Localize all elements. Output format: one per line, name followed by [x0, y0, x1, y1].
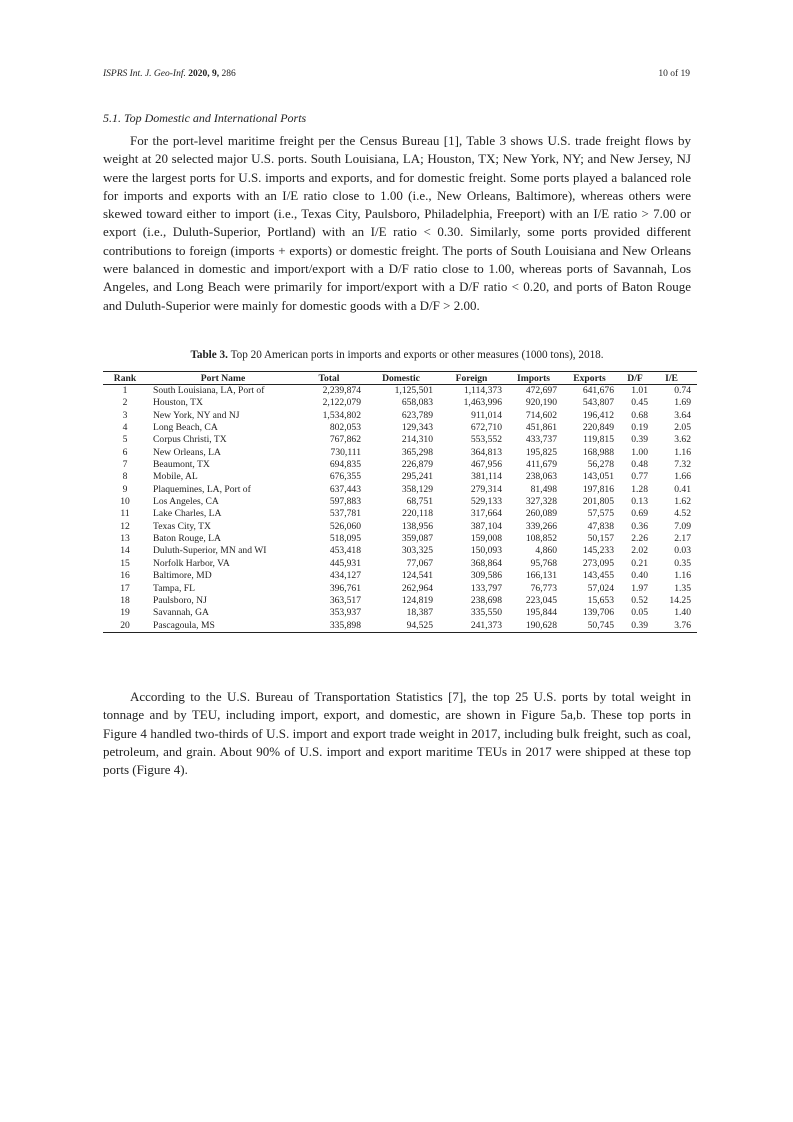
cell-rank: 12: [120, 520, 130, 532]
journal-citation: [103, 69, 236, 79]
table-row: [103, 422, 697, 434]
cell-df: 1.97: [631, 582, 648, 594]
cell-rank: 14: [120, 545, 130, 557]
cell-ie: 2.17: [674, 533, 691, 545]
cell-imports: 411,679: [526, 459, 557, 471]
cell-df: 0.13: [631, 496, 648, 508]
cell-rank: 11: [120, 508, 130, 520]
cell-exports: 196,412: [582, 409, 614, 421]
cell-ie: 1.35: [674, 582, 691, 594]
cell-foreign: 467,956: [470, 459, 502, 471]
cell-exports: 57,575: [587, 508, 614, 520]
page-number: 10 of 19: [658, 69, 690, 79]
cell-domestic: 124,819: [401, 594, 433, 606]
cell-foreign: 150,093: [470, 545, 502, 557]
cell-port-name: South Louisiana, LA, Port of: [153, 385, 265, 396]
body-paragraph-2: According to the U.S. Bureau of Transportation Statistics [7], the top 25 U.S. ports by total weight in tonnage and by TEU, including import, export, and domestic, are shown in Figure 5a,b. These top ports in Figure 4 handled two-thirds of U.S. import and export trade weight in 2017, including bulk freight, such as coal, petroleum, and grain. About 90% of U.S. import and export maritime TEUs in 2017 were shipped at these top ports (Figure 4).: [103, 689, 691, 778]
cell-exports: 119,815: [583, 434, 614, 446]
cell-exports: 201,805: [582, 496, 614, 508]
header-domestic: Domestic: [365, 372, 437, 385]
cell-total: 730,111: [330, 446, 361, 458]
cell-exports: 15,653: [587, 594, 614, 606]
cell-imports: 451,861: [525, 422, 557, 434]
header-ie: I/E: [652, 372, 697, 385]
cell-domestic: 226,879: [401, 459, 433, 471]
cell-domestic: 1,125,501: [394, 385, 433, 396]
cell-domestic: 623,789: [401, 409, 433, 421]
cell-ie: 1.66: [674, 471, 691, 483]
cell-total: 353,937: [329, 607, 361, 619]
table-row: [103, 447, 697, 459]
cell-imports: 195,844: [525, 607, 557, 619]
cell-imports: 238,063: [525, 471, 557, 483]
cell-rank: 13: [120, 533, 130, 545]
cell-domestic: 220,118: [402, 508, 433, 520]
cell-port-name: Corpus Christi, TX: [153, 434, 227, 446]
cell-foreign: 911,014: [471, 409, 502, 421]
cell-domestic: 138,956: [401, 520, 433, 532]
cell-total: 676,355: [329, 471, 361, 483]
article-number: 286: [221, 69, 236, 79]
cell-rank: 10: [120, 496, 130, 508]
header-imports: Imports: [506, 372, 561, 385]
cell-domestic: 129,343: [401, 422, 433, 434]
cell-domestic: 68,751: [406, 496, 433, 508]
cell-ie: 0.74: [674, 385, 691, 396]
cell-foreign: 309,586: [470, 570, 502, 582]
cell-exports: 139,706: [582, 607, 614, 619]
cell-ie: 1.16: [674, 570, 691, 582]
cell-ie: 7.09: [674, 520, 691, 532]
cell-ie: 1.62: [674, 496, 691, 508]
cell-port-name: Pascagoula, MS: [147, 620, 293, 633]
cell-foreign: 1,463,996: [463, 397, 502, 409]
table-row: [103, 434, 697, 446]
cell-foreign: 133,797: [470, 582, 502, 594]
cell-rank: 15: [120, 557, 130, 569]
cell-df: 0.69: [631, 508, 648, 520]
cell-foreign: 381,114: [471, 471, 502, 483]
cell-domestic: 303,325: [401, 545, 433, 557]
cell-imports: 76,773: [530, 582, 557, 594]
cell-rank: 3: [122, 409, 128, 421]
cell-foreign: 364,813: [470, 446, 502, 458]
cell-rank: 4: [122, 422, 128, 434]
cell-exports: 641,676: [582, 385, 614, 396]
cell-imports: 195,825: [525, 446, 557, 458]
cell-df: 0.45: [631, 397, 648, 409]
table-row: [103, 570, 697, 582]
cell-total: 802,053: [329, 422, 361, 434]
cell-imports: 327,328: [525, 496, 557, 508]
cell-df: 0.21: [631, 557, 648, 569]
table-row: [103, 607, 697, 619]
cell-domestic: 262,964: [401, 582, 433, 594]
cell-rank: 5: [122, 434, 128, 446]
cell-foreign: 159,008: [470, 533, 502, 545]
cell-imports: 433,737: [525, 434, 557, 446]
cell-exports: 145,233: [582, 545, 614, 557]
table-row: [103, 533, 697, 545]
cell-imports: 190,628: [506, 620, 561, 633]
cell-domestic: 77,067: [406, 557, 433, 569]
journal-year-volume: 2020, 9,: [188, 69, 220, 79]
cell-foreign: 368,864: [470, 557, 502, 569]
cell-foreign: 238,698: [470, 594, 502, 606]
cell-imports: 714,602: [525, 409, 557, 421]
ports-table: [103, 371, 697, 633]
cell-imports: 95,768: [530, 557, 557, 569]
cell-foreign: 279,314: [470, 483, 502, 495]
cell-exports: 143,051: [582, 471, 614, 483]
table-row: [103, 484, 697, 496]
cell-total: 518,095: [329, 533, 361, 545]
page-header: [103, 69, 690, 83]
cell-foreign: 529,133: [470, 496, 502, 508]
cell-domestic: 358,129: [401, 483, 433, 495]
cell-df: 0.19: [631, 422, 648, 434]
cell-ie: 0.41: [674, 483, 691, 495]
table-row: [103, 508, 697, 520]
cell-ie: 2.05: [674, 422, 691, 434]
cell-domestic: 658,083: [401, 397, 433, 409]
cell-rank: 20: [103, 620, 147, 633]
cell-port-name: Beaumont, TX: [153, 459, 210, 471]
cell-df: 0.68: [631, 409, 648, 421]
header-foreign: Foreign: [437, 372, 506, 385]
cell-df: 0.05: [631, 607, 648, 619]
cell-ie: 0.03: [674, 545, 691, 557]
cell-df: 2.02: [631, 545, 648, 557]
header-exports: Exports: [561, 372, 618, 385]
cell-rank: 17: [120, 582, 130, 594]
cell-exports: 57,024: [587, 582, 614, 594]
cell-rank: 7: [122, 459, 128, 471]
cell-port-name: Mobile, AL: [153, 471, 198, 483]
cell-port-name: Plaquemines, LA, Port of: [153, 483, 251, 495]
table-header-row: [103, 372, 697, 385]
cell-imports: 223,045: [525, 594, 557, 606]
cell-imports: 920,190: [525, 397, 557, 409]
cell-rank: 6: [122, 446, 128, 458]
cell-rank: 16: [120, 570, 130, 582]
cell-exports: 543,807: [582, 397, 614, 409]
cell-imports: 472,697: [525, 385, 557, 396]
cell-df: 1.28: [631, 483, 648, 495]
header-port-name: Port Name: [147, 372, 293, 385]
table-row: [103, 397, 697, 409]
cell-df: 2.26: [631, 533, 648, 545]
cell-total: 396,761: [329, 582, 361, 594]
table-row: [103, 385, 697, 398]
cell-df: 0.48: [631, 459, 648, 471]
table-row: [103, 471, 697, 483]
cell-df: 0.40: [631, 570, 648, 582]
cell-total: 767,862: [329, 434, 361, 446]
cell-port-name: New Orleans, LA: [153, 446, 221, 458]
cell-ie: 14.25: [669, 594, 691, 606]
cell-df: 0.39: [618, 620, 652, 633]
cell-total: 434,127: [329, 570, 361, 582]
cell-rank: 2: [122, 397, 128, 409]
cell-df: 1.01: [631, 385, 648, 396]
cell-imports: 166,131: [525, 570, 557, 582]
cell-total: 597,883: [329, 496, 361, 508]
cell-port-name: Paulsboro, NJ: [153, 594, 207, 606]
cell-ie: 3.62: [674, 434, 691, 446]
cell-foreign: 672,710: [470, 422, 502, 434]
cell-foreign: 553,552: [470, 434, 502, 446]
cell-total: 526,060: [329, 520, 361, 532]
cell-domestic: 94,525: [365, 620, 437, 633]
cell-exports: 143,455: [582, 570, 614, 582]
table-row: [103, 496, 697, 508]
cell-df: 0.36: [631, 520, 648, 532]
cell-df: 1.00: [631, 446, 648, 458]
cell-total: 2,122,079: [322, 397, 361, 409]
cell-port-name: Baton Rouge, LA: [153, 533, 221, 545]
table-body: [103, 385, 697, 633]
table-row: [103, 545, 697, 557]
cell-exports: 50,745: [561, 620, 618, 633]
journal-name: ISPRS Int. J. Geo-Inf.: [103, 69, 186, 79]
table-row: [103, 459, 697, 471]
cell-ie: 1.16: [674, 446, 691, 458]
cell-domestic: 124,541: [401, 570, 433, 582]
cell-port-name: Baltimore, MD: [153, 570, 212, 582]
cell-total: 537,781: [329, 508, 361, 520]
cell-foreign: 335,550: [470, 607, 502, 619]
cell-imports: 4,860: [535, 545, 557, 557]
cell-imports: 108,852: [525, 533, 557, 545]
cell-domestic: 214,310: [401, 434, 433, 446]
cell-total: 363,517: [329, 594, 361, 606]
table-caption: [103, 349, 691, 361]
cell-domestic: 359,087: [401, 533, 433, 545]
cell-foreign: 387,104: [470, 520, 502, 532]
table-caption-text: Top 20 American ports in imports and exports or other measures (1000 tons), 2018.: [230, 349, 604, 361]
table-row: [103, 595, 697, 607]
cell-port-name: Texas City, TX: [153, 520, 211, 532]
cell-domestic: 365,298: [401, 446, 433, 458]
cell-imports: 81,498: [530, 483, 557, 495]
cell-port-name: Savannah, GA: [153, 607, 209, 619]
cell-rank: 19: [120, 607, 130, 619]
cell-imports: 339,266: [525, 520, 557, 532]
cell-total: 335,898: [293, 620, 365, 633]
cell-port-name: Norfolk Harbor, VA: [153, 557, 230, 569]
cell-exports: 168,988: [582, 446, 614, 458]
cell-rank: 8: [122, 471, 128, 483]
header-rank: Rank: [103, 372, 147, 385]
cell-port-name: Houston, TX: [153, 397, 203, 409]
cell-foreign: 241,373: [437, 620, 506, 633]
cell-total: 637,443: [329, 483, 361, 495]
cell-df: 0.39: [631, 434, 648, 446]
cell-total: 453,418: [329, 545, 361, 557]
header-total: Total: [293, 372, 365, 385]
cell-port-name: Tampa, FL: [153, 582, 195, 594]
cell-exports: 47,838: [587, 520, 614, 532]
cell-port-name: New York, NY and NJ: [153, 409, 240, 421]
cell-domestic: 18,387: [406, 607, 433, 619]
cell-exports: 50,157: [587, 533, 614, 545]
table-row: [103, 583, 697, 595]
cell-imports: 260,089: [525, 508, 557, 520]
cell-rank: 1: [122, 385, 128, 396]
table-row: [103, 521, 697, 533]
table-row: [103, 558, 697, 570]
cell-port-name: Long Beach, CA: [153, 422, 218, 434]
body-paragraph-1: For the port-level maritime freight per the Census Bureau [1], Table 3 shows U.S. trade freight flows by weight at 20 selected major U.S. ports. South Louisiana, LA; Houston, TX; New York, NY; and New Jersey, NJ were the largest ports for U.S. imports and exports, and for domestic freight. Some ports played a balanced role for imports and exports with an I/E ratio close to 1.00 (i.e., New Orleans, Baltimore), whereas others were skewed toward either to import (i.e., Texas City, Paulsboro, Philadelphia, Freeport) with an I/E ratio > 7.00 or export (i.e., Duluth-Superior, Portland) with an I/E ratio < 0.30. Similarly, some ports provided different contributions to foreign (imports + exports) or domestic freight. The ports of South Louisiana and New Orleans were balanced in domestic and import/export with a D/F ratio close to 1.00, whereas ports of Savannah, Los Angeles, and Long Beach were primarily for import/export with a D/F ratio < 0.20, and ports of Baton Rouge and Duluth-Superior were mainly for domestic goods with a D/F > 2.00.: [103, 133, 691, 313]
cell-ie: 3.76: [652, 620, 697, 633]
cell-df: 0.52: [631, 594, 648, 606]
cell-df: 0.77: [631, 471, 648, 483]
cell-ie: 3.64: [674, 409, 691, 421]
cell-ie: 7.32: [674, 459, 691, 471]
cell-foreign: 1,114,373: [463, 385, 502, 396]
table-row: [103, 410, 697, 422]
cell-exports: 220,849: [582, 422, 614, 434]
section-title: 5.1. Top Domestic and International Ports: [103, 111, 307, 125]
cell-rank: 9: [122, 483, 128, 495]
table-caption-label: Table 3.: [190, 349, 228, 361]
cell-port-name: Duluth-Superior, MN and WI: [153, 545, 267, 557]
cell-exports: 56,278: [587, 459, 614, 471]
cell-ie: 0.35: [674, 557, 691, 569]
cell-exports: 197,816: [582, 483, 614, 495]
table-row: [103, 620, 697, 633]
cell-port-name: Los Angeles, CA: [153, 496, 219, 508]
cell-ie: 1.69: [674, 397, 691, 409]
cell-exports: 273,095: [582, 557, 614, 569]
cell-total: 1,534,802: [322, 409, 361, 421]
cell-rank: 18: [120, 594, 130, 606]
cell-foreign: 317,664: [470, 508, 502, 520]
cell-domestic: 295,241: [401, 471, 433, 483]
cell-total: 694,835: [329, 459, 361, 471]
cell-total: 445,931: [329, 557, 361, 569]
cell-port-name: Lake Charles, LA: [153, 508, 222, 520]
cell-ie: 4.52: [674, 508, 691, 520]
header-df: D/F: [618, 372, 652, 385]
cell-total: 2,239,874: [322, 385, 361, 396]
cell-ie: 1.40: [674, 607, 691, 619]
